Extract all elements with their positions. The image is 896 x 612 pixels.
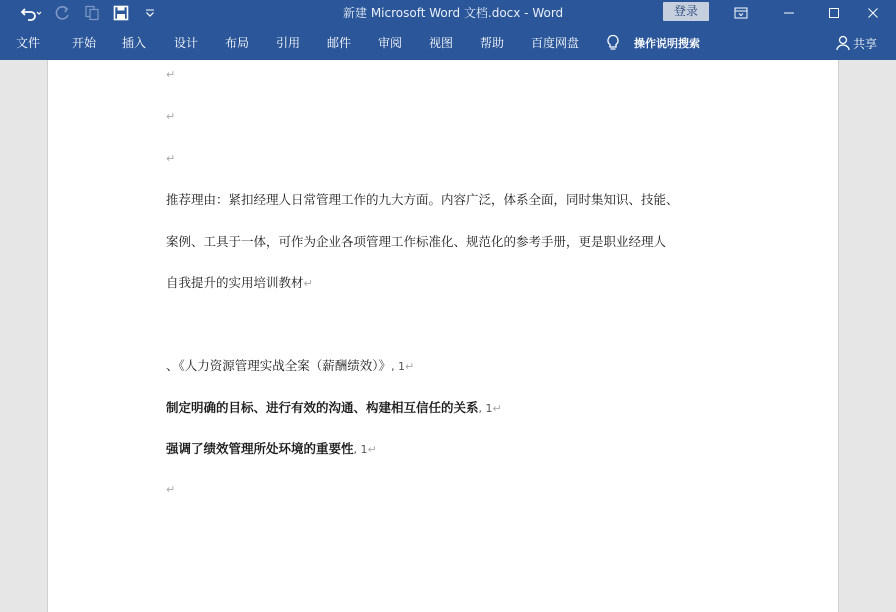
paragraph-mark: ↵ — [166, 110, 176, 123]
paragraph-mark: ↵ — [166, 68, 176, 81]
tab-mailings[interactable]: 邮件 — [327, 36, 352, 50]
copy-icon — [84, 5, 100, 21]
paragraph-text: 强调了绩效管理所处环境的重要性 — [166, 441, 354, 456]
paragraph-mark: ↵ — [166, 483, 176, 496]
body-text-line[interactable] — [166, 191, 679, 209]
save-button[interactable] — [110, 0, 132, 26]
minimize-icon — [783, 7, 795, 19]
empty-paragraph[interactable] — [166, 107, 175, 126]
paragraph-mark: ↵ — [367, 443, 377, 456]
ribbon-display-options-button[interactable] — [718, 0, 764, 26]
tab-file[interactable]: 文件 — [16, 36, 41, 50]
tab-layout[interactable]: 布局 — [225, 36, 250, 50]
tell-me-label: 操作说明搜索 — [634, 37, 700, 50]
ribbon-display-options-icon — [734, 7, 748, 19]
paragraph-mark: ↵ — [405, 360, 415, 373]
ribbon-tab-bar — [0, 26, 896, 60]
tab-baidu-netdisk[interactable]: 百度网盘 — [531, 36, 580, 50]
maximize-icon — [828, 7, 840, 19]
document-page[interactable] — [47, 60, 839, 612]
tab-references[interactable]: 引用 — [276, 36, 301, 50]
redo-icon — [55, 5, 71, 21]
redo-button[interactable] — [52, 0, 74, 26]
reference-paragraph[interactable] — [166, 440, 377, 459]
share-label: 共享 — [853, 36, 878, 51]
close-icon — [867, 7, 879, 19]
window-title: 新建 Microsoft Word 文档.docx - Word — [343, 6, 564, 20]
customize-qat-button[interactable] — [139, 0, 161, 26]
tab-view[interactable]: 视图 — [429, 36, 454, 50]
tab-insert[interactable]: 插入 — [122, 36, 147, 50]
paragraph-mark: ↵ — [303, 277, 313, 290]
tell-me-search[interactable] — [606, 26, 700, 60]
paragraph-text: 推荐理由：紧扣经理人日常管理工作的九大方面。内容广泛，体系全面，同时集知识、技能、 — [166, 192, 679, 207]
undo-button[interactable] — [16, 0, 46, 26]
body-text-line[interactable] — [166, 274, 313, 293]
tab-help[interactable]: 帮助 — [480, 36, 505, 50]
body-text-line[interactable] — [166, 233, 666, 251]
paragraph-text: 自我提升的实用培训教材 — [166, 275, 304, 290]
empty-paragraph[interactable] — [166, 65, 175, 84]
document-workspace — [0, 60, 896, 612]
lightbulb-icon — [606, 34, 620, 52]
save-icon — [113, 5, 129, 21]
person-icon — [836, 35, 850, 51]
close-button[interactable] — [850, 0, 896, 26]
customize-qat-icon — [144, 7, 156, 19]
empty-paragraph[interactable] — [166, 480, 175, 499]
minimize-button[interactable] — [766, 0, 812, 26]
paragraph-text: 、《人力资源管理实战全案（薪酬绩效）》 — [166, 358, 392, 373]
reference-paragraph[interactable] — [166, 399, 502, 418]
tab-design[interactable]: 设计 — [174, 36, 199, 50]
paragraph-mark: ↵ — [492, 402, 502, 415]
tab-home[interactable]: 开始 — [72, 36, 97, 50]
paragraph-text: 制定明确的目标、进行有效的沟通、构建相互信任的关系 — [166, 400, 479, 415]
reference-number: , 1 — [478, 402, 493, 415]
empty-paragraph[interactable] — [166, 149, 175, 168]
reference-paragraph[interactable] — [166, 357, 414, 376]
paragraph-text: 案例、工具于一体，可作为企业各项管理工作标准化、规范化的参考手册，更是职业经理人 — [166, 234, 667, 249]
login-button[interactable]: 登录 — [663, 2, 709, 21]
tab-review[interactable]: 审阅 — [378, 36, 403, 50]
share-button[interactable] — [836, 26, 877, 60]
reference-number: , 1 — [391, 360, 406, 373]
reference-number: , 1 — [353, 443, 368, 456]
title-bar — [0, 0, 896, 26]
copy-button[interactable] — [81, 0, 103, 26]
undo-icon — [20, 5, 42, 21]
paragraph-mark: ↵ — [166, 152, 176, 165]
